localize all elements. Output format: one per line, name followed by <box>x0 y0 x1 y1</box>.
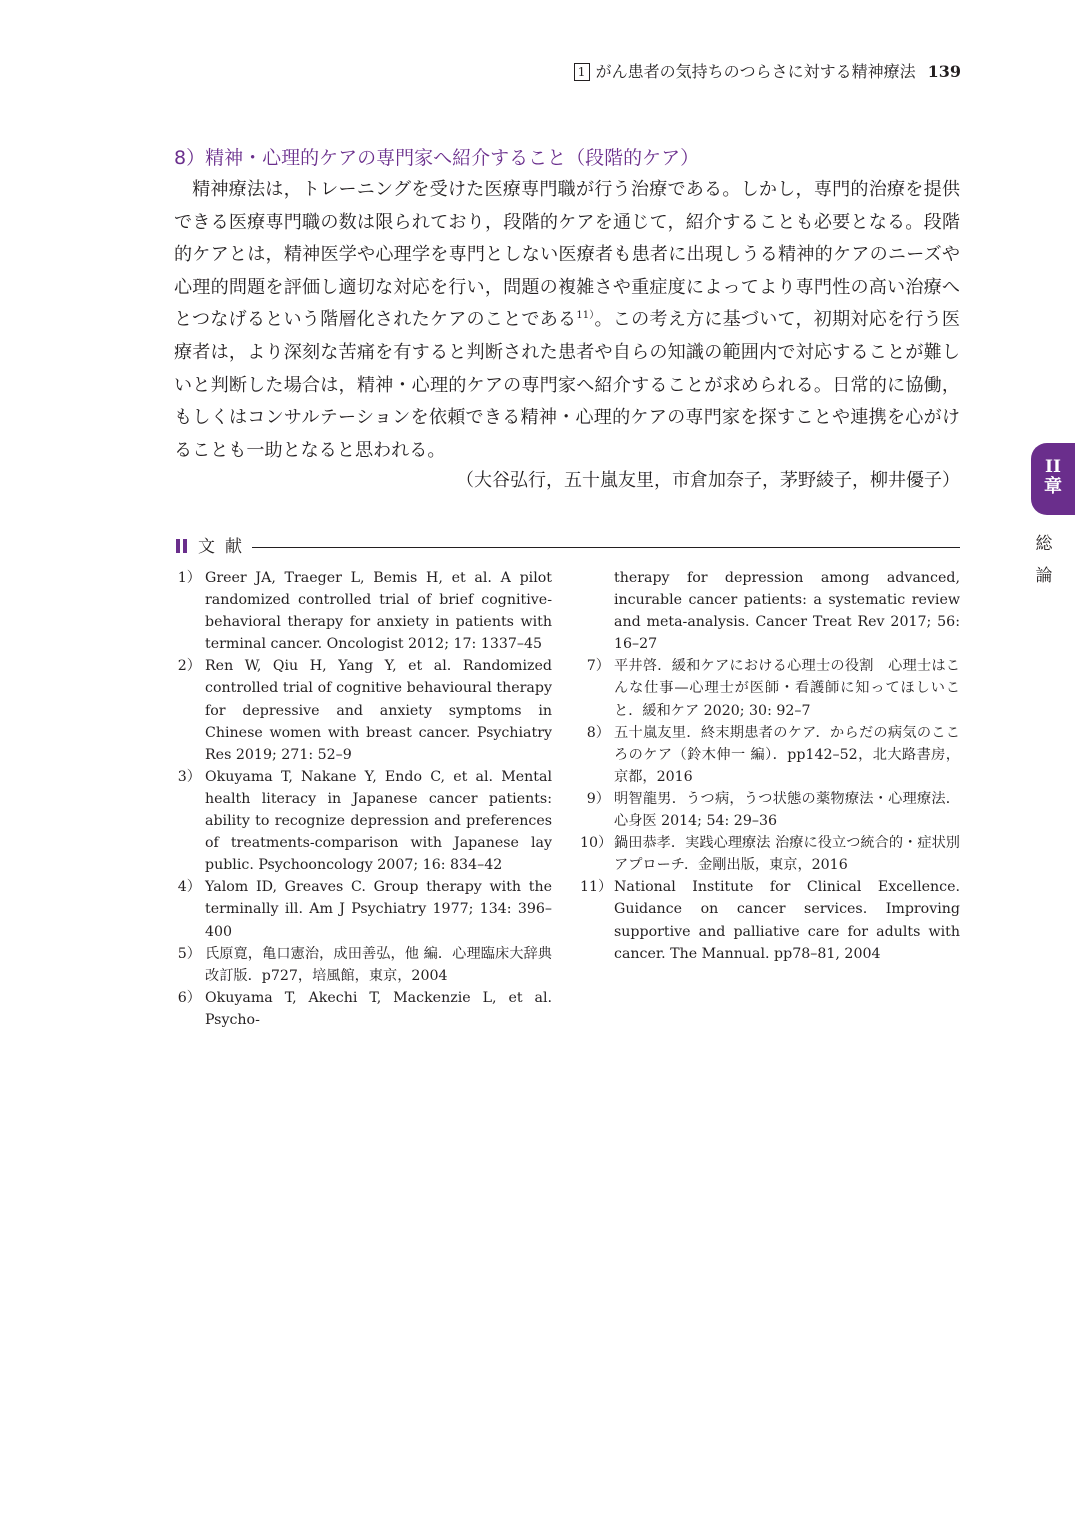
body-paragraph <box>174 174 960 467</box>
part-label-char: 総 <box>1035 534 1053 554</box>
heading-bar-mark <box>176 539 180 553</box>
reference-number: 4） <box>177 879 201 896</box>
running-header <box>574 60 961 84</box>
reference-text: 平井啓．緩和ケアにおける心理士の役割 心理士はこんな仕事—心理士が医師・看護師に知ってほしいこと．緩和ケア 2020; 30: 92–7 <box>614 658 960 719</box>
reference-item <box>176 766 552 876</box>
reference-number: 7） <box>586 658 610 675</box>
page-number: 139 <box>927 62 961 81</box>
reference-text: Okuyama T, Nakane Y, Endo C, et al. Mental health literacy in Japanese cancer patients: ability to recognize depression and preferences of treatments-comparison with Japanese lay public. Psychooncology 2007; 16: 834–42 <box>205 768 552 874</box>
reference-text: 明智龍男．うつ病，うつ状態の薬物療法・心理療法．心身医 2014; 54: 29–36 <box>614 790 960 830</box>
reference-item <box>580 655 960 721</box>
reference-number: 3） <box>177 768 201 785</box>
reference-number: 9） <box>586 790 610 807</box>
reference-item <box>580 722 960 788</box>
references-right-column <box>580 567 960 965</box>
reference-item <box>176 655 552 765</box>
reference-text: Greer JA, Traeger L, Bemis H, et al. A pilot randomized controlled trial of brief cognitive-behavioral therapy for anxiety in patients with terminal cancer. Oncologist 2012; 17: 1337–45 <box>205 570 552 653</box>
reference-number: 6） <box>177 989 201 1006</box>
chapter-numeral: II <box>1045 457 1061 477</box>
reference-item <box>580 832 960 876</box>
heading-bar-mark <box>183 539 187 553</box>
references-heading-label: 文献 <box>198 537 252 557</box>
reference-item <box>176 876 552 942</box>
citation-superscript: 11） <box>576 310 595 322</box>
body-text-part-1: 精神療法は，トレーニングを受けた医療専門職が行う治療である。しかし，専門的治療を提供できる医療専門職の数は限られており，段階的ケアを通じて，紹介することも必要となる。段階的ケアとは，精神医学や心理学を専門としない医療者も患者に出現しうる精神的ケアのニーズや心理的問題を評価し適切な対応を行い，問題の複雑さや重症度によってより専門性の高い治療へとつなげるという階層化されたケアのことである <box>174 179 960 331</box>
heading-rule <box>252 547 960 548</box>
reference-number: 2） <box>177 658 201 675</box>
reference-text: 五十嵐友里．終末期患者のケア．からだの病気のこころのケア（鈴木伸一 編）．pp142–52，北大路書房，京都，2016 <box>614 724 960 785</box>
reference-item <box>176 567 552 655</box>
reference-text: Ren W, Qiu H, Yang Y, et al. Randomized controlled trial of cognitive behavioural therapy for depressive and anxiety symptoms in Chinese women with breast cancer. Psychiatry Res 2019; 271: 52–9 <box>205 658 552 763</box>
section-heading: 8）精神・心理的ケアの専門家へ紹介すること（段階的ケア） <box>174 147 700 169</box>
reference-item <box>580 876 960 964</box>
reference-number: 5） <box>177 945 201 962</box>
reference-text: Yalom ID, Greaves C. Group therapy with the terminally ill. Am J Psychiatry 1977; 134: 396–400 <box>205 879 552 940</box>
references-left-column <box>176 567 552 1031</box>
body-text-part-2: 。この考え方に基づいて，初期対応を行う医療者は，より深刻な苦痛を有すると判断された患者や自らの知識の範囲内で対応することが難しいと判断した場合は，精神・心理的ケアの専門家へ紹介することが求められる。日常的に協働，もしくはコンサルテーションを依頼できる精神・心理的ケアの専門家を探すことや連携を心がけることも一助となると思われる。 <box>174 309 961 461</box>
reference-number: 10） <box>580 835 613 852</box>
reference-item <box>176 987 552 1031</box>
running-title: がん患者の気持ちのつらさに対する精神療法 <box>595 62 916 81</box>
reference-item <box>580 788 960 832</box>
references-heading <box>176 535 960 561</box>
reference-text: therapy for depression among advanced, incurable cancer patients: a systematic review and meta-analysis. Cancer Treat Rev 2017; 56: 16–27 <box>614 570 960 653</box>
reference-text: 鍋田恭孝．実践心理療法 治療に役立つ統合的・症状別アプローチ．金剛出版，東京，2016 <box>614 835 960 874</box>
chapter-tab <box>1031 443 1075 515</box>
reference-text: National Institute for Clinical Excellence. Guidance on cancer services. Improving supportive and palliative care for adults with cancer. The Mannual. pp78–81, 2004 <box>614 879 960 962</box>
part-label-char: 論 <box>1035 566 1053 586</box>
section-number-box: 1 <box>574 63 590 81</box>
author-credits: （大谷弘行，五十嵐友里，市倉加奈子，茅野綾子，柳井優子） <box>456 470 960 491</box>
reference-item <box>176 943 552 987</box>
reference-number: 8） <box>586 724 610 741</box>
reference-number: 1） <box>177 570 201 586</box>
chapter-label: 章 <box>1044 476 1062 497</box>
part-label <box>1031 528 1057 592</box>
reference-continuation <box>580 567 960 655</box>
reference-number: 11） <box>580 879 613 896</box>
reference-text: 氏原寛，亀口憲治，成田善弘，他 編．心理臨床大辞典 改訂版．p727，培風館，東京，2004 <box>205 945 552 984</box>
reference-text: Okuyama T, Akechi T, Mackenzie L, et al. Psycho- <box>205 989 552 1028</box>
